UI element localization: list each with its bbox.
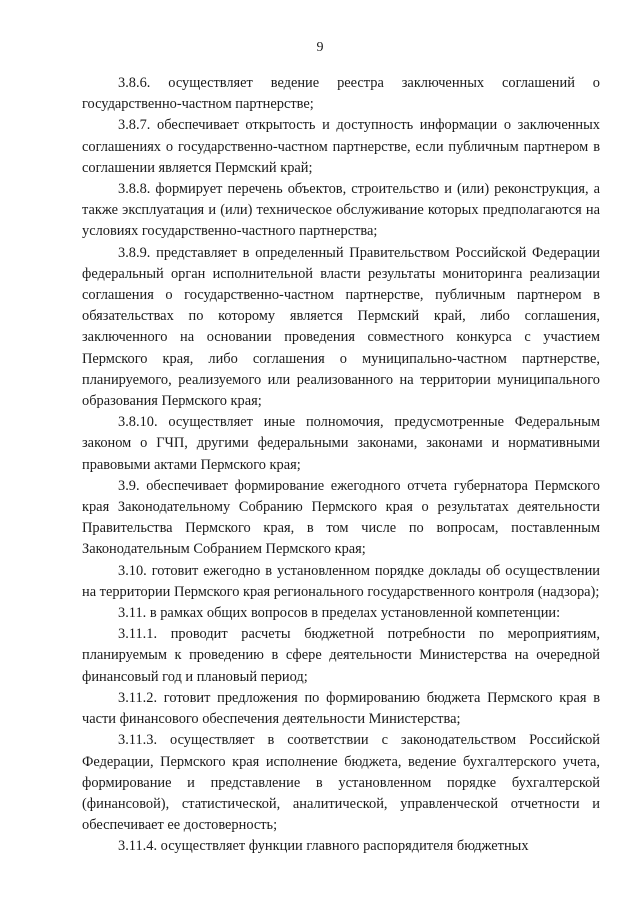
paragraph-3-8-7: 3.8.7. обеспечивает открытость и доступность информации о заключенных соглашениях о государственно-частном партнерстве, если публичным партнером в соглашении является Пермский край; (82, 117, 600, 176)
paragraph-3-10: 3.10. готовит ежегодно в установленном порядке доклады об осуществлении на территории Пермского края регионального государственного контроля (надзора); (82, 562, 600, 600)
paragraph-3-11-2: 3.11.2. готовит предложения по формированию бюджета Пермского края в части финансового обеспечения деятельности Министерства; (82, 689, 600, 728)
page-number: 9 (316, 40, 324, 55)
paragraph-3-8-6: 3.8.6. осуществляет ведение реестра заключенных соглашений о государственно-частном партнерстве; (82, 75, 600, 113)
paragraph-3-11-1: 3.11.1. проводит расчеты бюджетной потребности по мероприятиям, планируемым к проведению в сфере деятельности Министерства на очередной финансовый год и плановый период; (82, 626, 600, 685)
paragraph-3-8-8: 3.8.8. формирует перечень объектов, строительство и (или) реконструкция, а также эксплуатация и (или) техническое обслуживание которых предполагаются на условиях государственно-частного партнерства; (82, 181, 600, 240)
document-body (82, 73, 600, 858)
paragraph-3-8-10: 3.8.10. осуществляет иные полномочия, предусмотренные Федеральным законом о ГЧП, другими федеральными законами, законами и нормативными правовыми актами Пермского края; (82, 414, 600, 473)
paragraph-3-11-4: 3.11.4. осуществляет функции главного распорядителя бюджетных (118, 838, 529, 855)
paragraph-3-9: 3.9. обеспечивает формирование ежегодного отчета губернатора Пермского края Законодательному Собранию Пермского края о результатах деятельности Правительства Пермского края, в том числе по вопросам, поставленным Законодательным Собранием Пермского края; (82, 477, 600, 558)
paragraph-3-8-9: 3.8.9. представляет в определенный Правительством Российской Федерации федеральный орган исполнительной власти результаты мониторинга реализации соглашения о государственно-частном партнерстве, публичным партнером в обязательствах по которому является Пермский край, либо соглашения, заключенного на основании проведения совместного конкурса с участием Пермского края, либо соглашения о муниципально-частном партнерстве, планируемого, реализуемого или реализованного на территории муниципального образования Пермского края; (82, 244, 600, 410)
paragraph-3-11: 3.11. в рамках общих вопросов в пределах установленной компетенции: (118, 605, 561, 622)
paragraph-3-11-3: 3.11.3. осуществляет в соответствии с законодательством Российской Федерации, Пермского края исполнение бюджета, ведение бухгалтерского учета, формирование и представление в установленном порядке бухгалтерской (финансовой), статистической, аналитической, управленческой отчетности и обеспечивает ее достоверность; (82, 732, 600, 834)
